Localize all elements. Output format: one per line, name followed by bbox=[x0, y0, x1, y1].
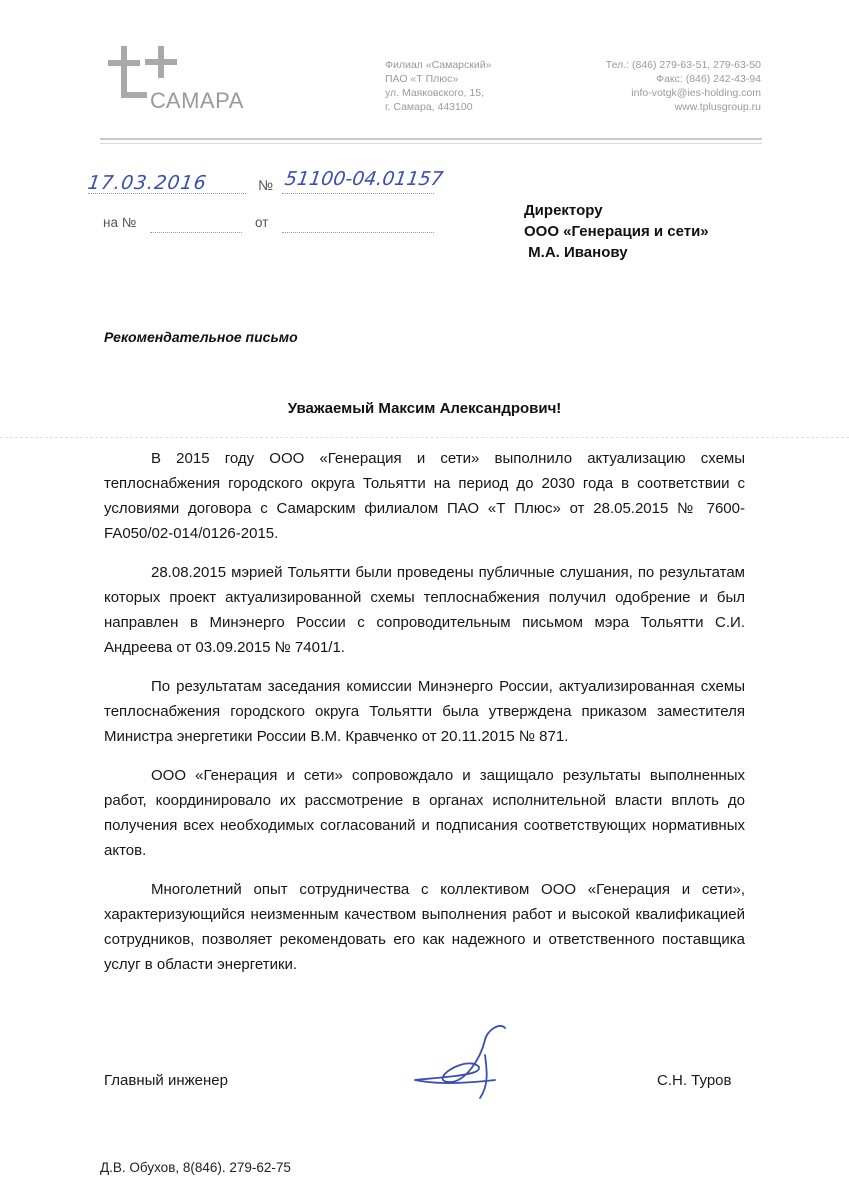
date-underline bbox=[88, 193, 246, 194]
branch-line: г. Самара, 443100 bbox=[385, 101, 473, 113]
body-paragraph: По результатам заседания комиссии Минэнерго России, актуализированная схемы теплоснабжения городского округа Тольятти была утверждена приказом заместителя Министра энергетики России В.М. Кравченко от 20.11.2015 № 871. bbox=[104, 678, 745, 745]
addressee-block bbox=[524, 200, 709, 263]
signatory-name: С.Н. Туров bbox=[657, 1072, 732, 1089]
reference-date-label: от bbox=[255, 215, 269, 230]
branch-line: Филиал «Самарский» bbox=[385, 59, 492, 71]
body-paragraph: Многолетний опыт сотрудничества с коллективом ООО «Генерация и сети», характеризующийся неизменным качеством выполнения работ и высокой квалификацией сотрудников, позволяет рекомендовать его как надежного и ответственного поставщика услуг в области энергетики. bbox=[104, 881, 745, 973]
outgoing-date: 17.03.2016 bbox=[86, 172, 209, 194]
branch-address bbox=[385, 58, 491, 114]
fold-mark bbox=[0, 437, 849, 438]
number-label: № bbox=[258, 177, 274, 193]
letterhead-divider bbox=[100, 138, 762, 140]
addressee-title: Директору bbox=[524, 202, 603, 219]
fax-line: Факс: (846) 242-43-94 bbox=[656, 73, 761, 85]
number-underline bbox=[282, 193, 434, 194]
letter-subject: Рекомендательное письмо bbox=[104, 329, 298, 345]
handwritten-signature bbox=[405, 1020, 525, 1100]
executor-contact: Д.В. Обухов, 8(846). 279-62-75 bbox=[100, 1160, 291, 1175]
phone-line: Тел.: (846) 279-63-51, 279-63-50 bbox=[605, 59, 761, 71]
branch-line: ул. Маяковского, 15, bbox=[385, 87, 485, 99]
signatory-position: Главный инженер bbox=[104, 1072, 228, 1089]
reference-date-line bbox=[282, 232, 434, 233]
letter-body bbox=[104, 446, 745, 991]
reference-number-label: на № bbox=[103, 215, 137, 230]
body-paragraph: ООО «Генерация и сети» сопровождало и защищало результаты выполненных работ, координировало их рассмотрение в органах исполнительной власти вплоть до получения всех необходимых согласований и подписания соответствующих нормативных актов. bbox=[104, 767, 745, 859]
addressee-name: М.А. Иванову bbox=[524, 244, 628, 261]
addressee-company: ООО «Генерация и сети» bbox=[524, 223, 709, 240]
email-line: info-votgk@ies-holding.com bbox=[631, 87, 761, 99]
logo-city-label: САМАРА bbox=[150, 88, 244, 113]
body-paragraph: 28.08.2015 мэрией Тольятти были проведены публичные слушания, по результатам которых проект актуализированной схемы теплоснабжения получил одобрение и был направлен в Минэнерго России с сопроводительным письмом мэра Тольятти С.И. Андреева от 03.09.2015 № 7401/1. bbox=[104, 564, 745, 656]
branch-line: ПАО «Т Плюс» bbox=[385, 73, 459, 85]
letterhead-divider-thin bbox=[100, 143, 762, 144]
website-line: www.tplusgroup.ru bbox=[674, 101, 761, 113]
body-paragraph: В 2015 году ООО «Генерация и сети» выполнило актуализацию схемы теплоснабжения городского округа Тольятти на период до 2030 года в соответствии с условиями договора с Самарским филиалом ПАО «Т Плюс» от 28.05.2015 № 7600-FA050/02-014/0126-2015. bbox=[104, 450, 745, 542]
salutation: Уважаемый Максим Александрович! bbox=[287, 400, 562, 417]
reference-number-line bbox=[150, 232, 242, 233]
outgoing-number: 51100-04.01157 bbox=[283, 168, 445, 190]
contact-info bbox=[606, 58, 761, 114]
